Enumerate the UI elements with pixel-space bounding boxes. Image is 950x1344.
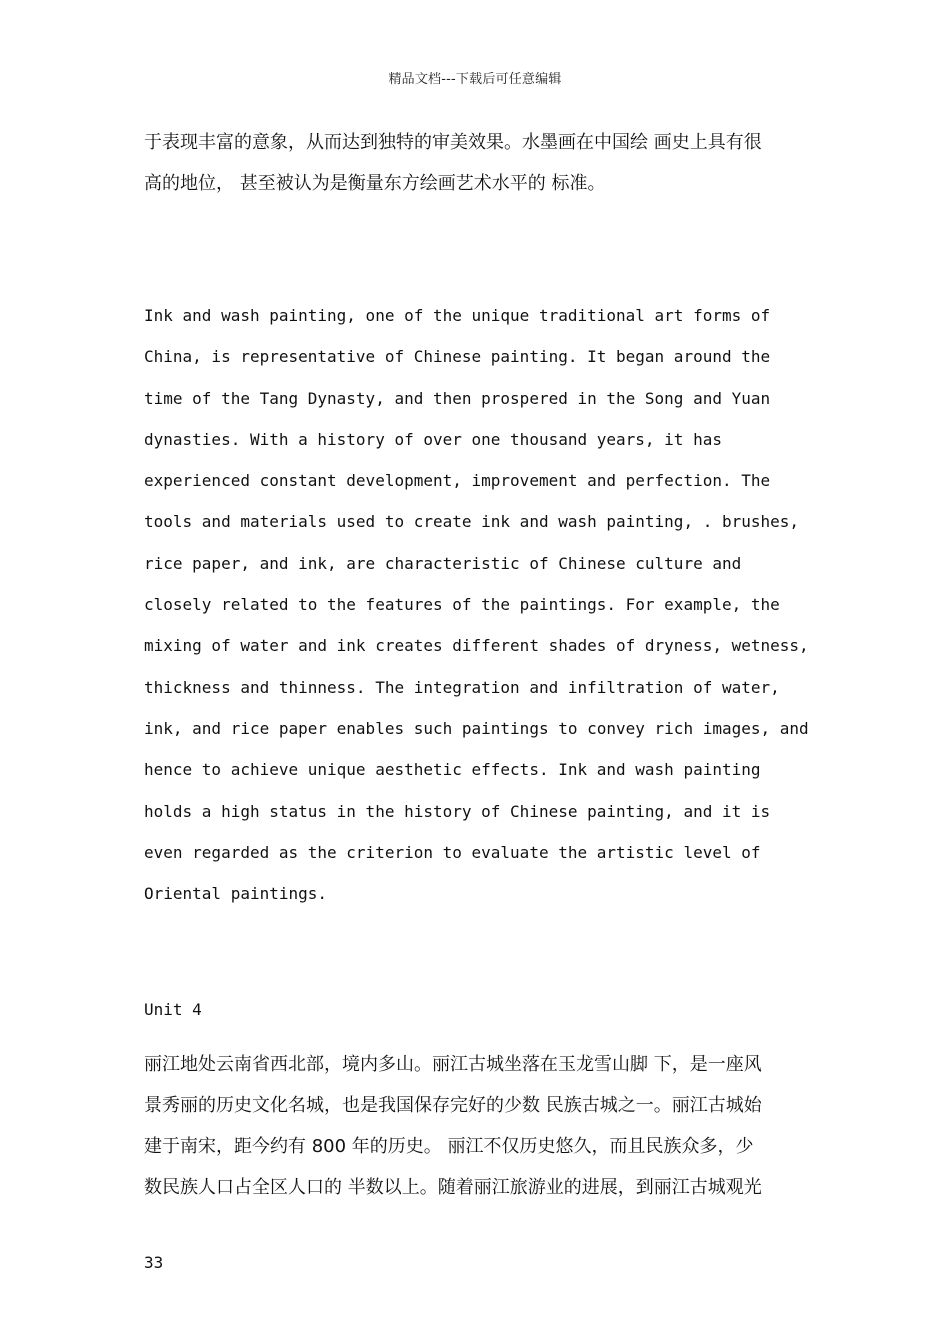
english-line: tools and materials used to create ink and wash painting, . brushes, bbox=[144, 512, 800, 532]
english-line: closely related to the features of the paintings. For example, the bbox=[144, 595, 780, 615]
english-line: Ink and wash painting, one of the unique traditional art forms of bbox=[144, 306, 771, 325]
intro-chinese-paragraph bbox=[144, 122, 814, 204]
english-line: dynasties. With a history of over one thousand years, it has bbox=[144, 429, 722, 449]
paragraph-spacer bbox=[144, 204, 814, 295]
english-line: Oriental paintings. bbox=[144, 884, 328, 904]
english-line: time of the Tang Dynasty, and then prospered in the Song and Yuan bbox=[144, 388, 771, 408]
english-line: hence to achieve unique aesthetic effects. Ink and wash painting bbox=[144, 760, 761, 780]
page-content bbox=[144, 122, 814, 1283]
unit-chinese-paragraph bbox=[144, 1044, 814, 1208]
english-line: thickness and thinness. The integration and infiltration of water, bbox=[144, 677, 780, 697]
english-line: ink, and rice paper enables such paintings to convey rich images, and bbox=[144, 718, 809, 738]
unit-chinese-line: 建于南宋，距今约有 800 年的历史。 丽江不仅历史悠久，而且民族众多，少 bbox=[144, 1136, 754, 1158]
paragraph-spacer bbox=[144, 1030, 814, 1044]
intro-chinese-line: 高的地位， 甚至被认为是衡量东方绘画艺术水平的 标准。 bbox=[144, 173, 606, 194]
english-line: holds a high status in the history of Chinese painting, and it is bbox=[144, 801, 771, 821]
unit-chinese-line: 景秀丽的历史文化名城，也是我国保存完好的少数 民族古城之一。丽江古城始 bbox=[144, 1095, 762, 1117]
english-line: rice paper, and ink, are characteristic of Chinese culture and bbox=[144, 553, 742, 573]
english-line: China, is representative of Chinese painting. It began around the bbox=[144, 347, 771, 367]
paragraph-spacer bbox=[144, 1208, 814, 1242]
page-header: 精品文档---下载后可任意编辑 bbox=[388, 72, 562, 87]
page-number: 33 bbox=[144, 1253, 164, 1273]
english-line: mixing of water and ink creates different shades of dryness, wetness, bbox=[144, 636, 809, 656]
intro-chinese-line: 于表现丰富的意象，从而达到独特的审美效果。水墨画在中国绘 画史上具有很 bbox=[144, 132, 762, 153]
english-line: experienced constant development, improvement and perfection. The bbox=[144, 471, 771, 491]
unit-chinese-line: 数民族人口占全区人口的 半数以上。随着丽江旅游业的进展，到丽江古城观光 bbox=[144, 1177, 762, 1199]
unit-title: Unit 4 bbox=[144, 1000, 202, 1020]
english-line: even regarded as the criterion to evaluate the artistic level of bbox=[144, 842, 761, 862]
unit-chinese-line: 丽江地处云南省西北部，境内多山。丽江古城坐落在玉龙雪山脚 下，是一座风 bbox=[144, 1054, 762, 1076]
paragraph-spacer bbox=[144, 914, 814, 989]
english-paragraph bbox=[144, 295, 814, 914]
